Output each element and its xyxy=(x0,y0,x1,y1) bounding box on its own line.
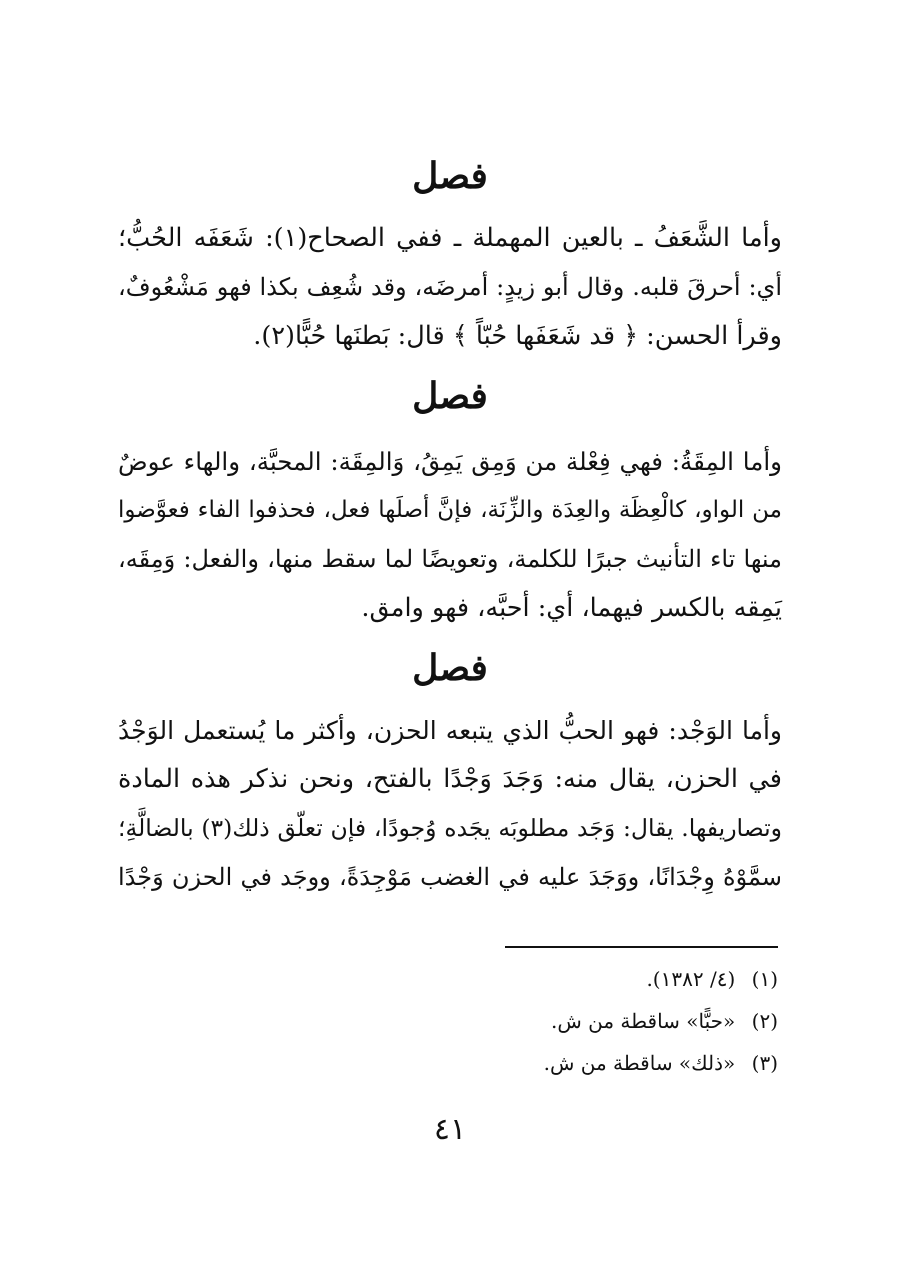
footnote xyxy=(118,1000,778,1042)
footnote-number: (٢) xyxy=(751,1009,778,1033)
footnotes xyxy=(118,958,778,1084)
text-line: وأما الوَجْد: فهو الحبُّ الذي يتبعه الحزن، وأكثر ما يُستعمل الوَجْدُ xyxy=(118,716,782,745)
text-line: وأما الشَّعَفُ ـ بالعين المهملة ـ ففي الصحاح(١): شَعَفَه الحُبُّ؛ xyxy=(118,223,782,253)
text-line: وقرأ الحسن: ﴿ قد شَعَفَها حُبّاً ﴾ قال: بَطنَها حُبًّا(٢). xyxy=(253,321,782,351)
text-line: من الواو، كالْعِظَة والعِدَة والزِّنَة، فإنَّ أصلَها فعل، فحذفوا الفاء فعوَّضوا xyxy=(118,497,782,523)
footnote-separator xyxy=(505,946,778,948)
page-number: ٤١ xyxy=(433,1112,467,1147)
section-heading: فصل xyxy=(412,375,488,417)
text-line: يَمِقه بالكسر فيهما، أي: أحبَّه، فهو وامق. xyxy=(361,593,782,623)
footnote-number: (١) xyxy=(751,967,778,991)
section-heading: فصل xyxy=(412,155,488,197)
section-heading: فصل xyxy=(412,647,488,689)
footnote-number: (٣) xyxy=(751,1051,778,1075)
text-line: أي: أحرقَ قلبه. وقال أبو زيدٍ: أمرضَه، وقد شُعِف بكذا فهو مَشْعُوفٌ، xyxy=(118,273,782,301)
footnote xyxy=(118,958,778,1000)
section-paragraph xyxy=(118,437,782,633)
footnote-text: (٤/ ١٣٨٢). xyxy=(646,967,736,991)
section-paragraph xyxy=(118,706,782,902)
footnote-text: «ذلك» ساقطة من ش. xyxy=(543,1051,736,1075)
text-line: منها تاء التأنيث جبرًا للكلمة، وتعويضًا لما سقط منها، والفعل: وَمِقَه، xyxy=(118,545,782,573)
footnote-text: «حبًّا» ساقطة من ش. xyxy=(550,1009,736,1033)
text-line: سمَّوْهُ وِجْدَانًا، ووَجَدَ عليه في الغضب مَوْجِدَةً، ووجَد في الحزن وَجْدًا xyxy=(118,863,782,891)
text-line: في الحزن، يقال منه: وَجَدَ وَجْدًا بالفتح، ونحن نذكر هذه المادة xyxy=(118,764,782,794)
section-paragraph xyxy=(118,214,782,361)
text-line: وتصاريفها. يقال: وَجَد مطلوبَه يجَده وُجودًا، فإن تعلّق ذلك(٣) بالضالَّةِ؛ xyxy=(118,814,782,842)
text-line: وأما المِقَةُ: فهي فِعْلة من وَمِق يَمِقُ، وَالمِقَة: المحبَّة، والهاء عوضٌ xyxy=(118,447,782,476)
footnote xyxy=(118,1042,778,1084)
